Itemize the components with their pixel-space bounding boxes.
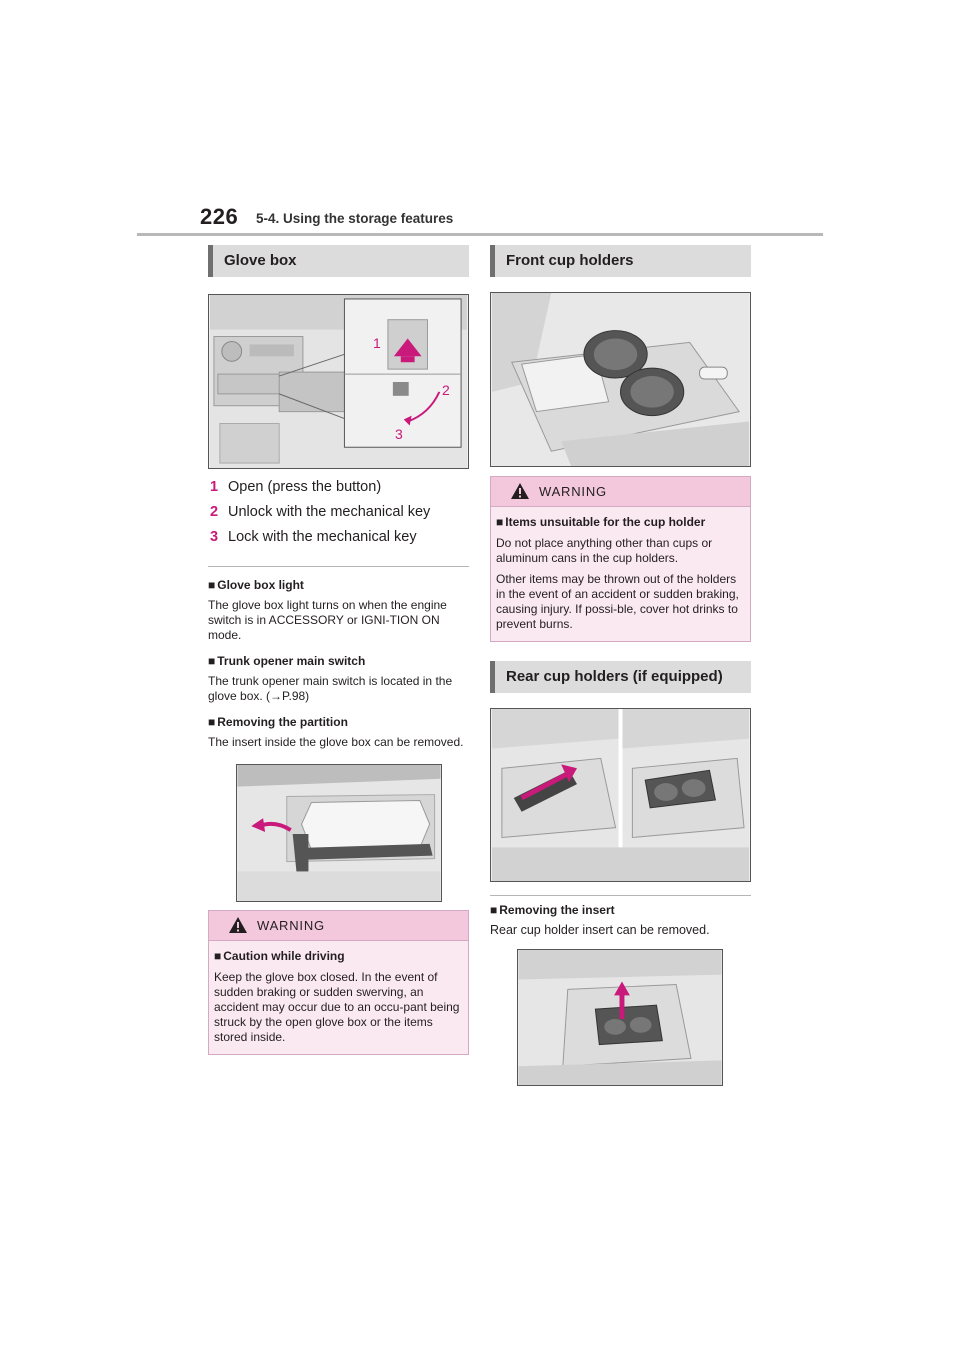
rear-cup-holders-figure <box>490 708 751 882</box>
warning-text: Keep the glove box closed. In the event of sudden braking or sudden swerving, an accident may occur due to an occu-pant being struck by the open glove box or the items stored inside. <box>214 970 460 1044</box>
warning-triangle-icon <box>511 483 529 499</box>
rear-insert-illustration <box>518 950 722 1085</box>
page-number: 226 <box>200 204 239 229</box>
partition-figure <box>236 764 442 902</box>
warning-paragraph: Other items may be thrown out of the holders in the event of an accident or sudden braking, causing injury. If possi-ble, cover hot drinks to prevent burns. <box>496 572 739 631</box>
warning-paragraph: Do not place anything other than cups or aluminum cans in the cup holders. <box>496 536 713 565</box>
step-text: Lock with the mechanical key <box>228 529 417 545</box>
left-column <box>208 245 469 1055</box>
note-heading <box>208 577 469 593</box>
warning-box-cup-holder <box>490 476 751 642</box>
note-body: Rear cup holder insert can be removed. <box>490 923 710 937</box>
warning-box-glove <box>208 910 469 1055</box>
callout-1: 1 <box>373 335 381 351</box>
warning-heading <box>496 514 744 530</box>
header-rule <box>137 233 823 236</box>
warning-body <box>491 507 750 641</box>
note-heading-text: Removing the insert <box>499 903 615 917</box>
warning-label: WARNING <box>257 918 325 933</box>
note-heading <box>208 714 469 730</box>
section-title: Front cup holders <box>506 252 634 269</box>
warning-title-bar <box>209 911 468 941</box>
step-text: Unlock with the mechanical key <box>228 504 431 520</box>
note-heading <box>208 653 469 669</box>
square-bullet-icon: ■ <box>208 578 216 592</box>
step-item <box>208 475 469 500</box>
divider <box>490 895 751 896</box>
callout-2: 2 <box>442 382 450 398</box>
front-cup-holders-figure <box>490 292 751 467</box>
section-title: Glove box <box>224 252 297 269</box>
step-number: 1 <box>210 479 219 495</box>
section-header-front-cup-holders <box>490 245 751 277</box>
note-heading-text: Glove box light <box>217 578 304 592</box>
glove-box-steps <box>208 475 469 550</box>
note-heading-text: Removing the partition <box>217 715 348 729</box>
note-body: The trunk opener main switch is located in the glove box. (→P.98) <box>208 674 453 703</box>
section-header-rear-cup-holders <box>490 661 751 693</box>
step-number: 2 <box>210 504 219 520</box>
section-header-glove-box <box>208 245 469 277</box>
square-bullet-icon: ■ <box>214 949 222 963</box>
note-heading <box>490 902 751 918</box>
step-item <box>208 500 469 525</box>
warning-label: WARNING <box>539 484 607 499</box>
warning-title-bar <box>491 477 750 507</box>
glove-box-illustration <box>209 295 468 468</box>
front-cup-holders-illustration <box>491 293 750 466</box>
callout-3: 3 <box>395 426 403 442</box>
step-text: Open (press the button) <box>228 479 382 495</box>
rear-insert-figure <box>517 949 723 1086</box>
step-item <box>208 525 469 550</box>
glove-box-figure <box>208 294 469 469</box>
square-bullet-icon: ■ <box>490 903 498 917</box>
rear-cup-holders-illustration <box>491 709 750 881</box>
chapter-title: 5-4. Using the storage features <box>256 211 454 226</box>
square-bullet-icon: ■ <box>496 515 504 529</box>
note-heading-text: Trunk opener main switch <box>217 654 366 668</box>
warning-triangle-icon <box>229 917 247 933</box>
square-bullet-icon: ■ <box>208 654 216 668</box>
warning-body <box>209 941 468 1054</box>
partition-illustration <box>237 765 441 901</box>
note-body: The glove box light turns on when the engine switch is in ACCESSORY or IGNI-TION ON mode. <box>208 598 447 642</box>
square-bullet-icon: ■ <box>208 715 216 729</box>
divider <box>208 566 469 567</box>
right-column <box>490 245 751 1086</box>
warning-heading-text: Items unsuitable for the cup holder <box>505 515 706 529</box>
section-title: Rear cup holders (if equipped) <box>506 668 723 685</box>
note-body: The insert inside the glove box can be removed. <box>208 735 464 749</box>
warning-heading <box>214 948 462 964</box>
step-number: 3 <box>210 529 219 545</box>
warning-heading-text: Caution while driving <box>223 949 345 963</box>
